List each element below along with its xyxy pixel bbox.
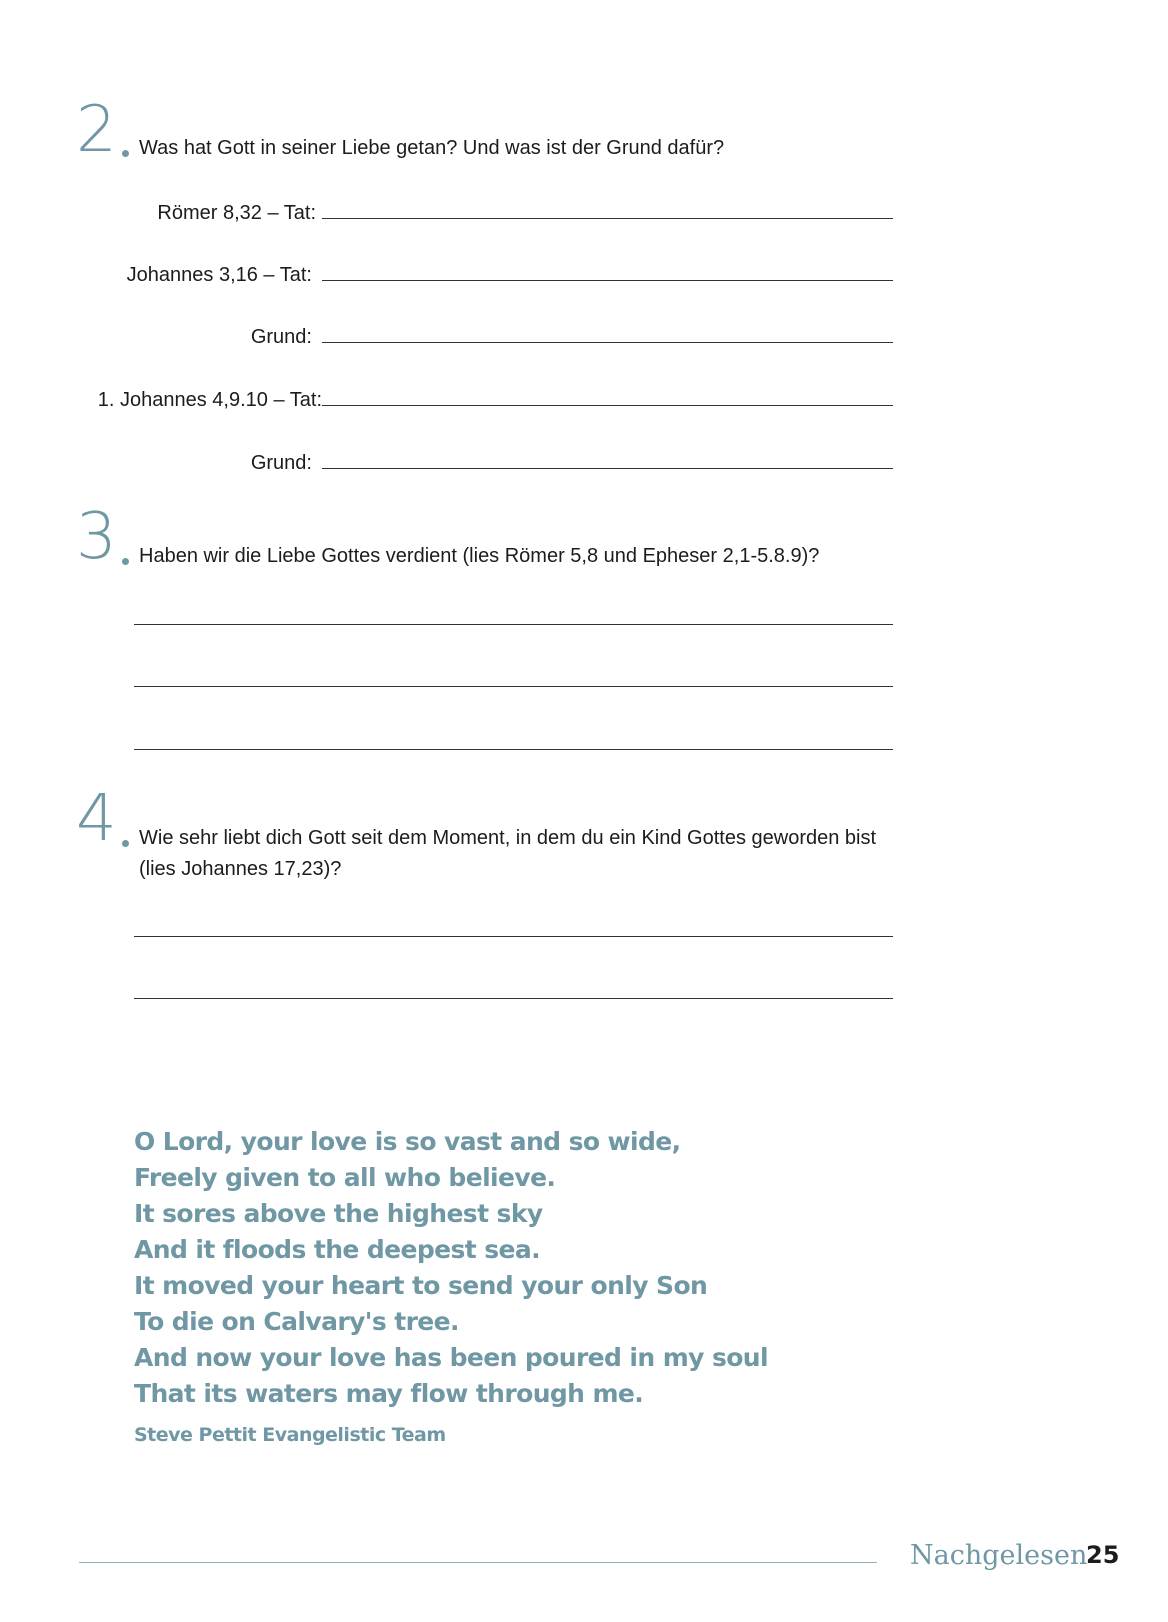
answer-line[interactable] (322, 218, 893, 219)
field-label-grund: Grund: (250, 326, 312, 348)
poem-line: That its waters may flow through me. (134, 1379, 644, 1408)
question-dot (122, 558, 129, 565)
field-label-grund: Grund: (250, 452, 312, 474)
answer-line[interactable] (322, 280, 893, 281)
page-number: 25 (1086, 1541, 1120, 1569)
answer-line[interactable] (322, 342, 893, 343)
field-label-roemer: Römer 8,32 – Tat: (157, 202, 316, 224)
poem-line: And now your love has been poured in my soul (134, 1343, 768, 1372)
footer-divider (79, 1562, 877, 1563)
answer-line[interactable] (134, 624, 893, 625)
poem-line: It moved your heart to send your only Son (134, 1271, 708, 1300)
poem-line: Freely given to all who believe. (134, 1163, 556, 1192)
question-text: Was hat Gott in seiner Liebe getan? Und was ist der Grund dafür? (139, 137, 725, 159)
poem-line: And it floods the deepest sea. (134, 1235, 541, 1264)
question-text-line1: Wie sehr liebt dich Gott seit dem Moment, in dem du ein Kind Gottes geworden bist (139, 827, 877, 849)
poem-line: It sores above the highest sky (134, 1199, 543, 1228)
answer-line[interactable] (134, 749, 893, 750)
poem-author: Steve Pettit Evangelistic Team (134, 1424, 446, 1446)
question-dot (122, 150, 129, 157)
question-text-line2: (lies Johannes 17,23)? (139, 858, 342, 880)
question-number: 4 (76, 782, 117, 856)
answer-line[interactable] (134, 686, 893, 687)
question-number: 2 (76, 93, 117, 167)
question-text: Haben wir die Liebe Gottes verdient (lies Römer 5,8 und Epheser 2,1-5.8.9)? (139, 545, 820, 567)
question-dot (122, 840, 129, 847)
poem (134, 1124, 768, 1412)
answer-line[interactable] (134, 936, 893, 937)
field-label-1-johannes: 1. Johannes 4,9.10 – Tat: (97, 389, 322, 411)
footer-title: Nachgelesen (910, 1540, 1088, 1571)
answer-line[interactable] (134, 998, 893, 999)
poem-line: To die on Calvary's tree. (134, 1307, 459, 1336)
question-number: 3 (76, 500, 117, 574)
answer-line[interactable] (322, 468, 893, 469)
poem-line: O Lord, your love is so vast and so wide, (134, 1127, 681, 1156)
answer-line[interactable] (322, 405, 893, 406)
field-label-johannes: Johannes 3,16 – Tat: (126, 264, 312, 286)
